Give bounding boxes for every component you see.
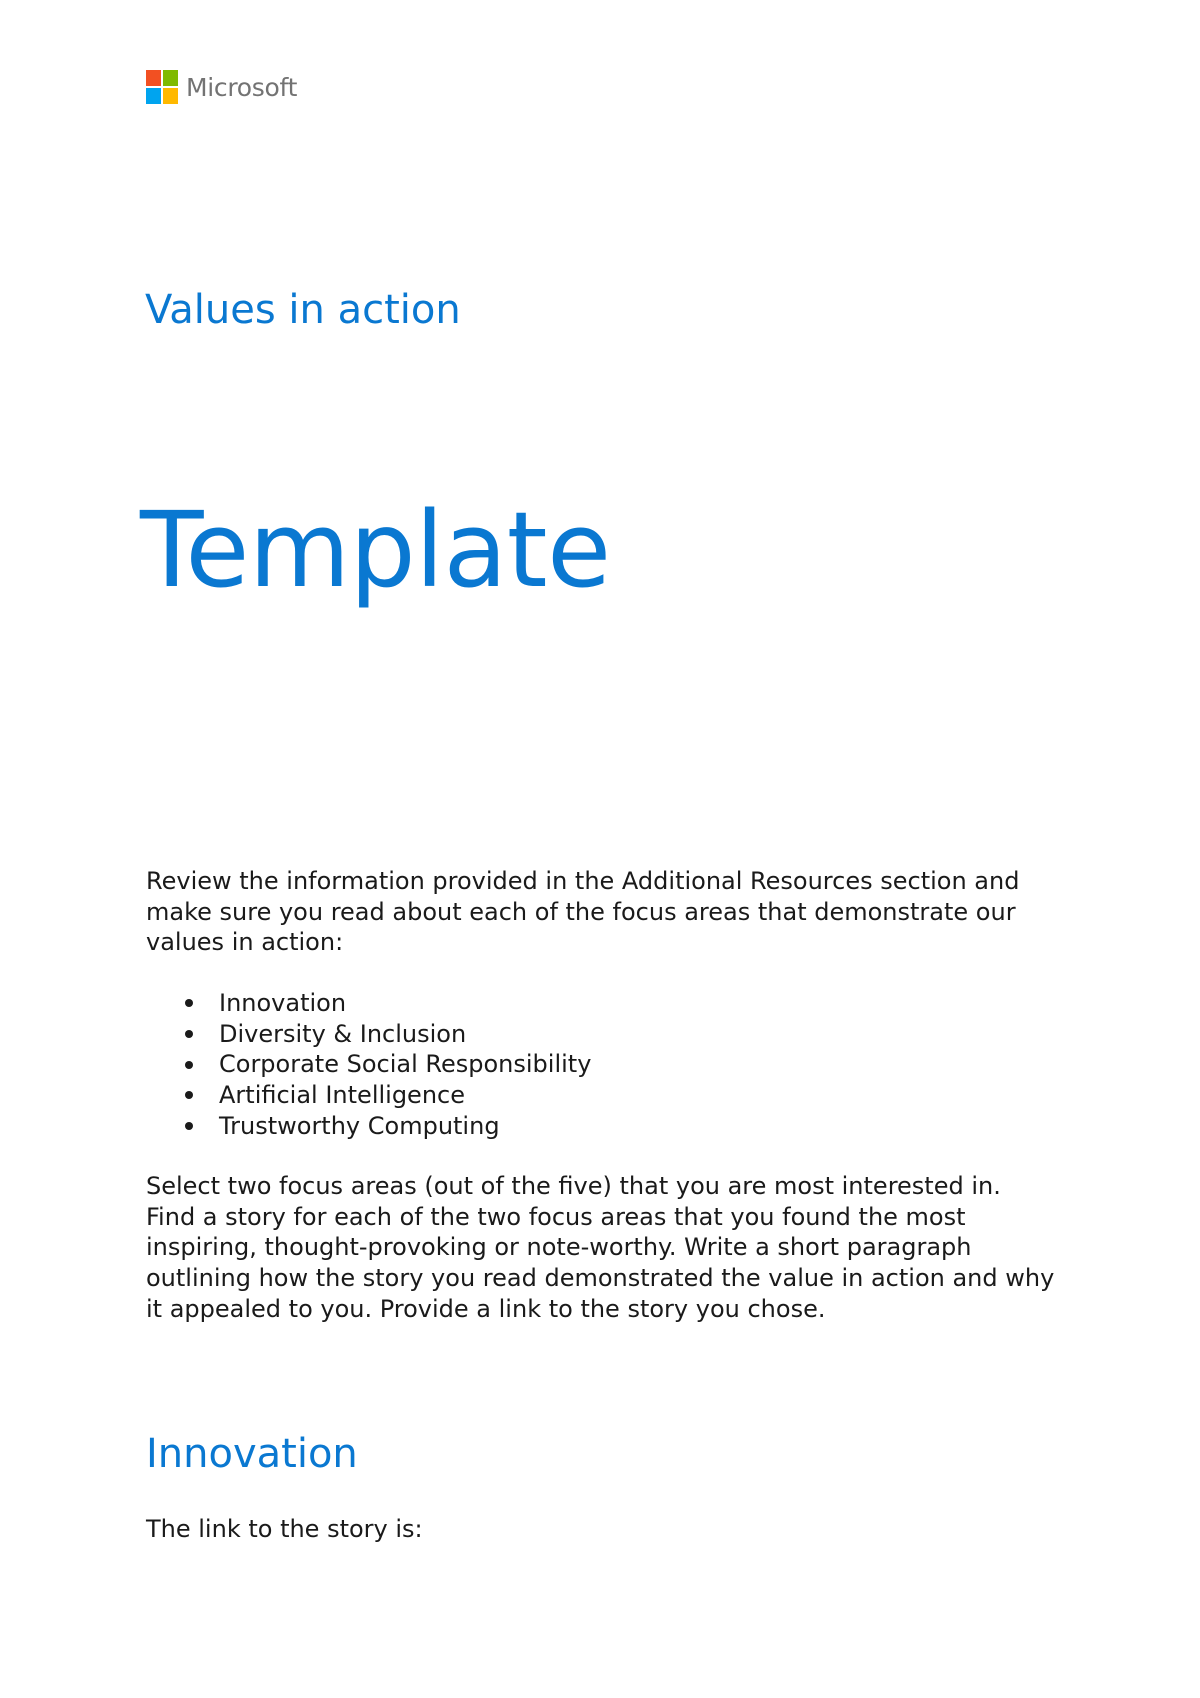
list-item: [146, 1049, 591, 1080]
focus-area-label: Artificial Intelligence: [219, 1081, 465, 1110]
bullet-icon: [185, 999, 193, 1007]
windows-logo-icon: [146, 70, 178, 104]
document-subtitle: Values in action: [145, 287, 461, 333]
bullet-icon: [185, 1061, 193, 1069]
document-title: Template: [140, 489, 611, 611]
instructions-paragraph: Select two focus areas (out of the five) that you are most interested in. Find a story for each of the two focus areas that you found the most inspiring, thought-provoking or note-worthy. Write a short paragraph outlining how the story you read demonstrated the value in action and why it appealed to you. Provide a link to the story you chose.: [146, 1172, 1055, 1323]
section-heading-innovation: Innovation: [146, 1431, 358, 1477]
focus-area-list: [146, 988, 591, 1142]
focus-area-label: Innovation: [219, 989, 347, 1017]
bullet-icon: [185, 1030, 193, 1038]
logo-wordmark: Microsoft: [186, 72, 298, 102]
bullet-icon: [185, 1122, 193, 1130]
focus-area-label: Diversity & Inclusion: [219, 1019, 467, 1048]
list-item: [146, 988, 591, 1019]
logo-square-yellow: [163, 88, 178, 104]
logo-square-blue: [146, 88, 161, 104]
bullet-icon: [185, 1091, 193, 1099]
focus-area-label: Corporate Social Responsibility: [219, 1050, 592, 1079]
microsoft-logo: [146, 70, 297, 104]
intro-paragraph: Review the information provided in the Additional Resources section and make sure you read about each of the focus areas that demonstrate our values in action:: [146, 867, 1020, 957]
list-item: [146, 1080, 591, 1111]
logo-square-green: [163, 70, 178, 86]
list-item: [146, 1019, 591, 1050]
list-item: [146, 1111, 591, 1142]
focus-area-label: Trustworthy Computing: [219, 1111, 500, 1140]
logo-square-red: [146, 70, 161, 86]
story-link-label: The link to the story is:: [146, 1515, 423, 1543]
